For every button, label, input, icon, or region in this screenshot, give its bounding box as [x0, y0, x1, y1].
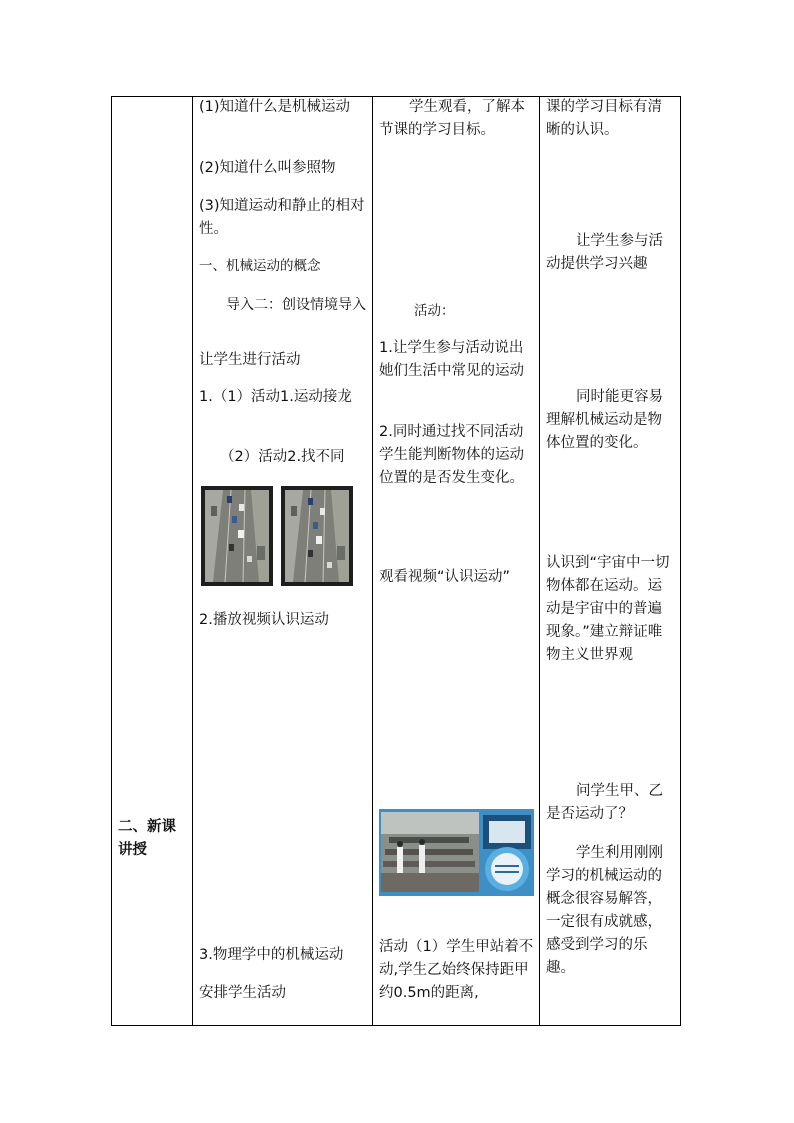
- table-border-right: [680, 96, 681, 1026]
- heading-mechanical-motion: 一、机械运动的概念: [199, 258, 321, 274]
- activity-2: （2）活动2.找不同: [220, 449, 345, 465]
- let-students: 让学生进行活动: [199, 352, 301, 368]
- watch-video: 观看视频“认识运动”: [379, 569, 511, 585]
- intent-4: 认识到“宇宙中一切物体都在运动。运动是宇宙中的普遍现象。”建立辩证唯物主义世界观: [546, 555, 670, 663]
- goal-2: (2)知道什么叫参照物: [199, 160, 336, 176]
- intro-two: 导入二：创设情境导入: [226, 297, 366, 313]
- intent-5: 问学生甲、乙是否运动了？: [546, 783, 663, 822]
- intent-6: 学生利用刚刚学习的机械运动的概念很容易解答，一定很有成就感，感受到学习的乐趣。: [546, 845, 663, 976]
- physics-motion: 3.物理学中的机械运动: [199, 947, 344, 963]
- student-item-2: 2.同时通过找不同活动学生能判断物体的运动位置的是否发生变化。: [379, 424, 524, 486]
- section-label: 二、新课讲授: [118, 819, 176, 858]
- goal-1: (1)知道什么是机械运动: [199, 99, 351, 115]
- activity-1: 1.（1）活动1.运动接龙: [199, 389, 352, 405]
- table-border-bottom: [111, 1025, 681, 1026]
- table-divider-3: [539, 96, 540, 1026]
- classroom-photo: [379, 809, 534, 896]
- watch-goals: 学生观看，了解本节课的学习目标。: [379, 99, 525, 138]
- table-border-left: [111, 96, 112, 1026]
- intent-2: 让学生参与活动提供学习兴趣: [546, 233, 663, 272]
- student-activity-a: 活动（1）学生甲站着不动,学生乙始终保持距甲约0.5m的距离,: [379, 939, 534, 1001]
- intent-3: 同时能更容易理解机械运动是物体位置的变化。: [546, 389, 663, 451]
- activity-label: 活动：: [414, 303, 455, 319]
- play-video: 2.播放视频认识运动: [199, 612, 329, 628]
- goal-3: (3)知道运动和静止的相对性。: [199, 198, 365, 237]
- street-photo-left: [201, 486, 273, 586]
- intent-1: 课的学习目标有清晰的认识。: [546, 99, 662, 138]
- student-item-1: 1.让学生参与活动说出她们生活中常见的运动: [379, 340, 524, 379]
- table-divider-1: [192, 96, 193, 1026]
- arrange-activity: 安排学生活动: [199, 985, 286, 1001]
- street-photo-right: [281, 486, 353, 586]
- table-divider-2: [372, 96, 373, 1026]
